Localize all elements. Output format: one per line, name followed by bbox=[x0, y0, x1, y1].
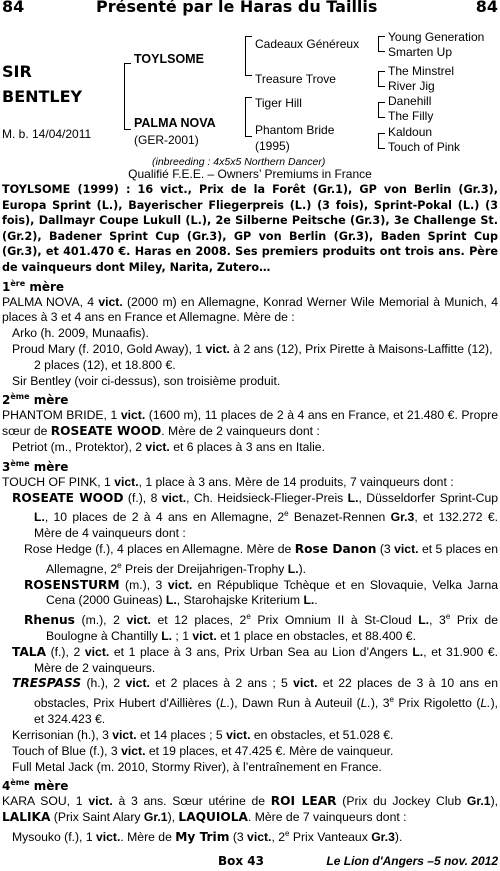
bracket-g3-1 bbox=[378, 36, 379, 52]
gen3-4: River Jig bbox=[388, 79, 435, 93]
inbreeding-note: (inbreeding : 4x5x5 Northern Dancer) bbox=[152, 156, 326, 168]
produce-trespass: TRESPASS (h.), 2 vict. et 2 places à 2 ans ; 5 vict. et 22 places de 3 à 10 ans en obstacles, Prix Hubert d'Aillières (L.), Dawn Run à Auteuil (L.), 3e Prix Rigoletto (L.), et 324.423 €. bbox=[12, 676, 499, 727]
produce-tala: TALA (f.), 2 vict. et 1 place à 3 ans, Prix Urban Sea au Lion d’Angers L., et 31.900 €. Mère de 2 vainqueurs. bbox=[12, 644, 499, 675]
produce-kerrisonian: Kerrisonian (h.), 3 vict. et 14 places ; 5 vict. en obstacles, et 51.028 €. bbox=[12, 727, 394, 742]
pedigree-block bbox=[0, 22, 500, 172]
horse-name-line2: BENTLEY bbox=[2, 87, 83, 106]
sire-name: TOYLSOME bbox=[134, 52, 204, 66]
consignor-title: Présenté par le Haras du Taillis bbox=[96, 0, 378, 16]
bracket-g3-4 bbox=[378, 133, 379, 149]
box-number: Box 43 bbox=[218, 854, 265, 868]
horse-details: M. b. 14/04/2011 bbox=[2, 127, 92, 141]
section-first-dam: 1ère mère bbox=[2, 278, 65, 294]
dam-sire: Tiger Hill bbox=[255, 96, 302, 110]
bracket-g3-3 bbox=[378, 102, 379, 118]
sire-sire: Cadeaux Généreux bbox=[255, 37, 360, 51]
gen3-1: Young Generation bbox=[388, 30, 485, 44]
fourth-dam-entry: KARA SOU, 1 vict. à 3 ans. Sœur utérine de ROI LEAR (Prix du Jockey Club Gr.1), LALIKA (Prix Saint Alary Gr.1), LAQUIOLA. Mère de 7 vainqueurs dont : bbox=[2, 794, 499, 825]
catalog-body bbox=[2, 182, 498, 846]
lot-number-right: 84 bbox=[475, 0, 498, 16]
lot-number: 84 bbox=[2, 0, 25, 16]
produce-mysouko: Mysouko (f.), 1 vict.. Mère de My Trim (3 vict., 2e Prix Vanteaux Gr.3). bbox=[12, 828, 403, 844]
bracket-g3-2 bbox=[378, 71, 379, 87]
produce-proud-mary: Proud Mary (f. 2010, Gold Away), 1 vict. à 2 ans (12), Prix Pirette à Maisons-Laffitte (12), 2 places (12), et 18.800 €. bbox=[12, 341, 493, 372]
bracket-dam bbox=[245, 97, 246, 137]
dam-dam: Phantom Bride bbox=[255, 123, 335, 137]
dam-name: PALMA NOVA bbox=[134, 116, 216, 130]
sire-paragraph: TOYLSOME (1999) : 16 vict., Prix de la Forêt (Gr.1), GP von Berlin (Gr.3), Europa Sprint (L.), Bayerischer Fliegerpreis (L.) (3 fois), Sprint-Pokal (L.) (3 fois), Dallmayr Coupe Lukull (L.), 2e Silberne Peitsche (Gr.3), 3e Challenge St. (Gr.2), Badener Sprint Cup (Gr.3), GP von Berlin (Gr.3), Baden Sprint Cup (Gr.3), et 401.470 €. Haras en 2008. Ses premiers produits ont trois ans. Père de vainqueurs dont Miley, Narita, Zutero… bbox=[2, 183, 498, 274]
produce-rosensturm: ROSENSTURM (m.), 3 vict. en République Tchèque et en Slovaquie, Velka Jarna Cena (2000 Guineas) L., Starohajske Kriterium L.. bbox=[24, 577, 498, 608]
sire-dam: Treasure Trove bbox=[255, 72, 336, 86]
produce-roseate-wood: ROSEATE WOOD (f.), 8 vict., Ch. Heidsieck-Flieger-Preis L., Düsseldorfer Sprint-Cup L., 10 places de 2 à 4 ans en Allemagne, 2e Benazet-Rennen Gr.3, et 132.272 €. Mère de 4 vainqueurs dont : bbox=[12, 490, 498, 541]
second-dam-entry: PHANTOM BRIDE, 1 vict. (1600 m), 11 places de 2 à 4 ans en France, et 21.480 €. Propre sœur de ROSEATE WOOD. Mère de 2 vainqueurs dont : bbox=[2, 408, 498, 439]
third-dam-entry: TOUCH OF PINK, 1 vict., 1 place à 3 ans. Mère de 14 produits, 7 vainqueurs dont : bbox=[2, 474, 454, 489]
section-fourth-dam: 4ème mère bbox=[2, 778, 69, 794]
produce-arko: Arko (h. 2009, Munaafis). bbox=[12, 326, 149, 341]
gen3-5: Danehill bbox=[388, 94, 432, 108]
section-third-dam: 3ème mère bbox=[2, 458, 69, 474]
produce-sir-bentley: Sir Bentley (voir ci-dessus), son troisième produit. bbox=[12, 373, 281, 388]
first-dam-entry: PALMA NOVA, 4 vict. (2000 m) en Allemagne, Konrad Werner Wile Memorial à Munich, 4 places à 3 et 4 ans en France et Allemagne. Mère de : bbox=[2, 294, 498, 325]
gen3-3: The Minstrel bbox=[388, 64, 455, 78]
produce-full-metal-jack: Full Metal Jack (m. 2010, Stormy River), à l’entraînement en France. bbox=[12, 759, 382, 774]
dam-dam-year: (1995) bbox=[255, 139, 290, 153]
horse-name-line1: SIR bbox=[2, 62, 32, 81]
dam-origin: (GER-2001) bbox=[134, 133, 199, 147]
gen3-6: The Filly bbox=[388, 109, 434, 123]
gen3-2: Smarten Up bbox=[388, 45, 453, 59]
produce-rhenus: Rhenus (m.), 2 vict. et 12 places, 2e Prix Omnium II à St-Cloud L., 3e Prix de Boulogne à Chantilly L. ; 1 vict. et 1 place en obstacles, et 88.400 €. bbox=[24, 612, 498, 644]
produce-petriot: Petriot (m., Protektor), 2 vict. et 6 places à 3 ans en Italie. bbox=[12, 439, 325, 454]
bracket-sire bbox=[245, 36, 246, 76]
section-second-dam: 2ème mère bbox=[2, 392, 69, 408]
page-header bbox=[0, 0, 500, 17]
sale-place-date: Le Lion d'Angers –5 nov. 2012 bbox=[326, 854, 498, 868]
qualification-line: Qualifié F.E.E. – Owners’ Premiums in France bbox=[128, 167, 372, 181]
gen3-8: Touch of Pink bbox=[388, 140, 461, 154]
gen3-7: Kaldoun bbox=[388, 125, 433, 139]
produce-touch-of-blue: Touch of Blue (f.), 3 vict. et 19 places, et 47.425 €. Mère de vainqueur. bbox=[12, 743, 394, 758]
produce-rose-hedge: Rose Hedge (f.), 4 places en Allemagne. Mère de Rose Danon (3 vict. et 5 places en Allemagne, 2e Preis der Dreijahrigen-Trophy L.). bbox=[24, 541, 498, 576]
bracket-gen1 bbox=[124, 63, 125, 130]
